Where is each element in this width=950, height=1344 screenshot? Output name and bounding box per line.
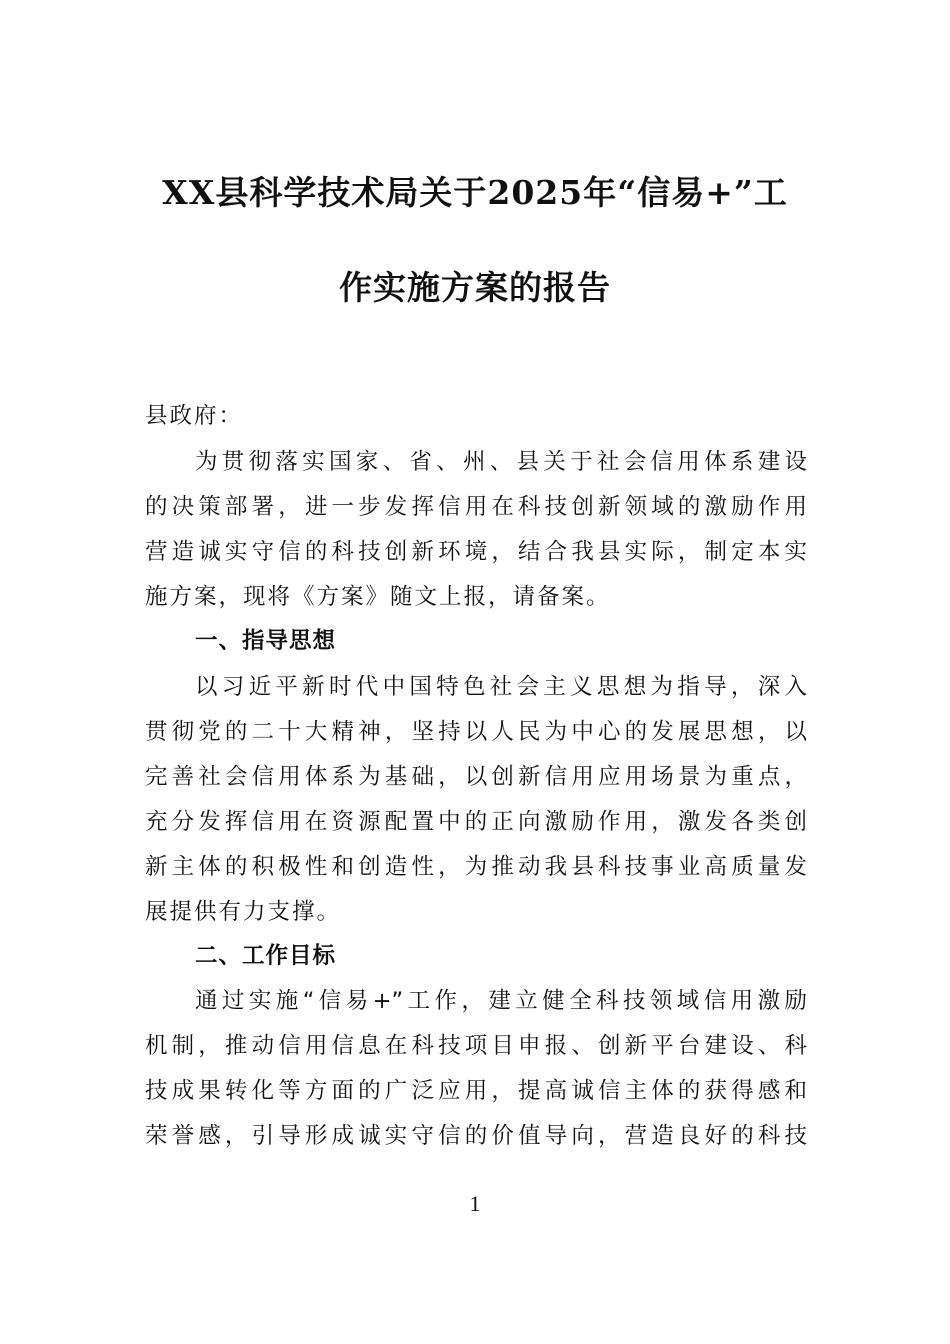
section-heading-guiding-thought: 一、指导思想 [195,628,337,654]
section2-line-1: 通过实施“信易+”工作，建立健全科技领域信用激励 [195,988,807,1014]
intro-line-1: 为贯彻落实国家、省、州、县关于社会信用体系建设 [195,449,807,475]
section1-line-4: 充分发挥信用在资源配置中的正向激励作用，激发各类创 [145,809,807,835]
section2-line-3: 技成果转化等方面的广泛应用，提高诚信主体的获得感和 [145,1078,807,1104]
section1-line-6: 展提供有力支撑。 [145,899,342,925]
section2-line-4: 荣誉感，引导形成诚实守信的价值导向，营造良好的科技 [145,1123,807,1149]
salutation: 县政府： [145,403,244,429]
intro-line-3: 营造诚实守信的科技创新环境，结合我县实际，制定本实 [145,539,807,565]
page-number: 1 [469,1191,481,1216]
document-title-line-2: 作实施方案的报告 [339,268,611,307]
intro-line-4: 施方案，现将《方案》随文上报，请备案。 [145,584,611,610]
section2-line-2: 机制，推动信用信息在科技项目申报、创新平台建设、科 [145,1033,807,1059]
section1-line-5: 新主体的积极性和创造性，为推动我县科技事业高质量发 [145,854,807,880]
section1-line-3: 完善社会信用体系为基础，以创新信用应用场景为重点， [145,764,807,790]
intro-line-2: 的决策部署，进一步发挥信用在科技创新领域的激励作用 [145,494,807,520]
section1-line-2: 贯彻党的二十大精神，坚持以人民为中心的发展思想，以 [145,719,807,745]
section-heading-work-goals: 二、工作目标 [195,943,337,969]
section1-line-1: 以习近平新时代中国特色社会主义思想为指导，深入 [195,674,807,700]
document-title-line-1: XX县科学技术局关于2025年“信易+”工 [162,173,788,212]
